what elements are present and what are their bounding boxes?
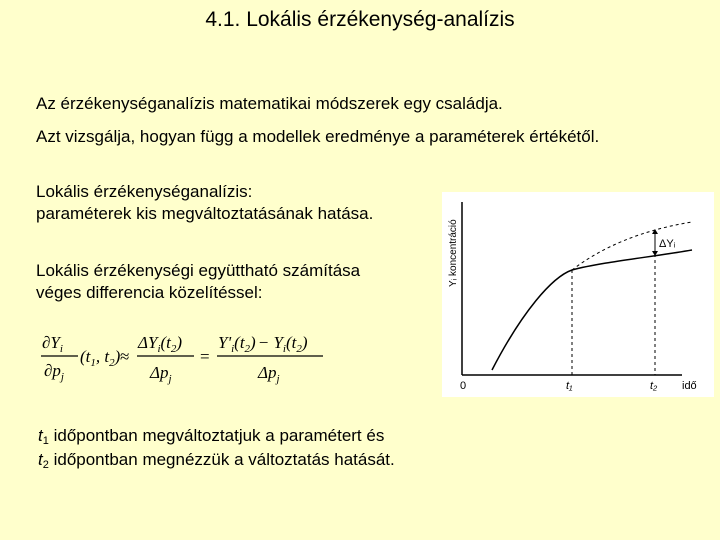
sensitivity-figure: [442, 192, 714, 397]
approx-sign: ≈: [120, 347, 130, 366]
t1-label: t₁: [566, 380, 573, 392]
lhs-denominator: $\partial p_j$: [44, 361, 64, 383]
mid-numerator: $\Delta Y_i(t_2)$: [138, 333, 183, 355]
paragraph-local-desc: paraméterek kis megváltoztatásának hatása.: [36, 204, 374, 223]
sensitivity-formula: [38, 322, 328, 392]
delta-label: ΔYᵢ: [659, 238, 676, 250]
y-axis-label: Yᵢ koncentráció: [448, 219, 459, 287]
rhs-numerator: $Y'_i(t_2) - Y_i(t_2)$: [218, 333, 308, 355]
paragraph-definition: Az érzékenységanalízis matematikai módszerek egy családja.: [36, 94, 503, 113]
page-title: 4.1. Lokális érzékenység-analízis: [205, 8, 515, 31]
t2-label: t₂: [650, 380, 658, 392]
origin-label: 0: [460, 380, 467, 392]
x-axis-label: idő: [682, 380, 697, 392]
mid-denominator: $\Delta p_j$: [150, 363, 172, 385]
equals-sign: =: [200, 347, 210, 366]
paragraph-purpose: Azt vizsgálja, hogyan függ a modellek eredménye a paraméterek értékétől.: [36, 127, 600, 146]
bottom-line-1: $t_1$ időpontban megváltoztatjuk a paramétert és: [38, 426, 385, 447]
paragraph-coefficient-title: Lokális érzékenységi együttható számítása: [36, 261, 361, 280]
lhs-arguments: ($t_1$, $t_2$): [80, 347, 121, 369]
rhs-denominator: $\Delta p_j$: [258, 363, 280, 385]
base-curve: [492, 250, 692, 370]
lhs-numerator: $\partial Y_i$: [42, 333, 63, 355]
bottom-line-2: $t_2$ időpontban megnézzük a változtatás hatását.: [38, 450, 395, 471]
paragraph-coefficient-desc: véges differencia közelítéssel:: [36, 283, 263, 302]
paragraph-local-title: Lokális érzékenységanalízis:: [36, 182, 253, 201]
